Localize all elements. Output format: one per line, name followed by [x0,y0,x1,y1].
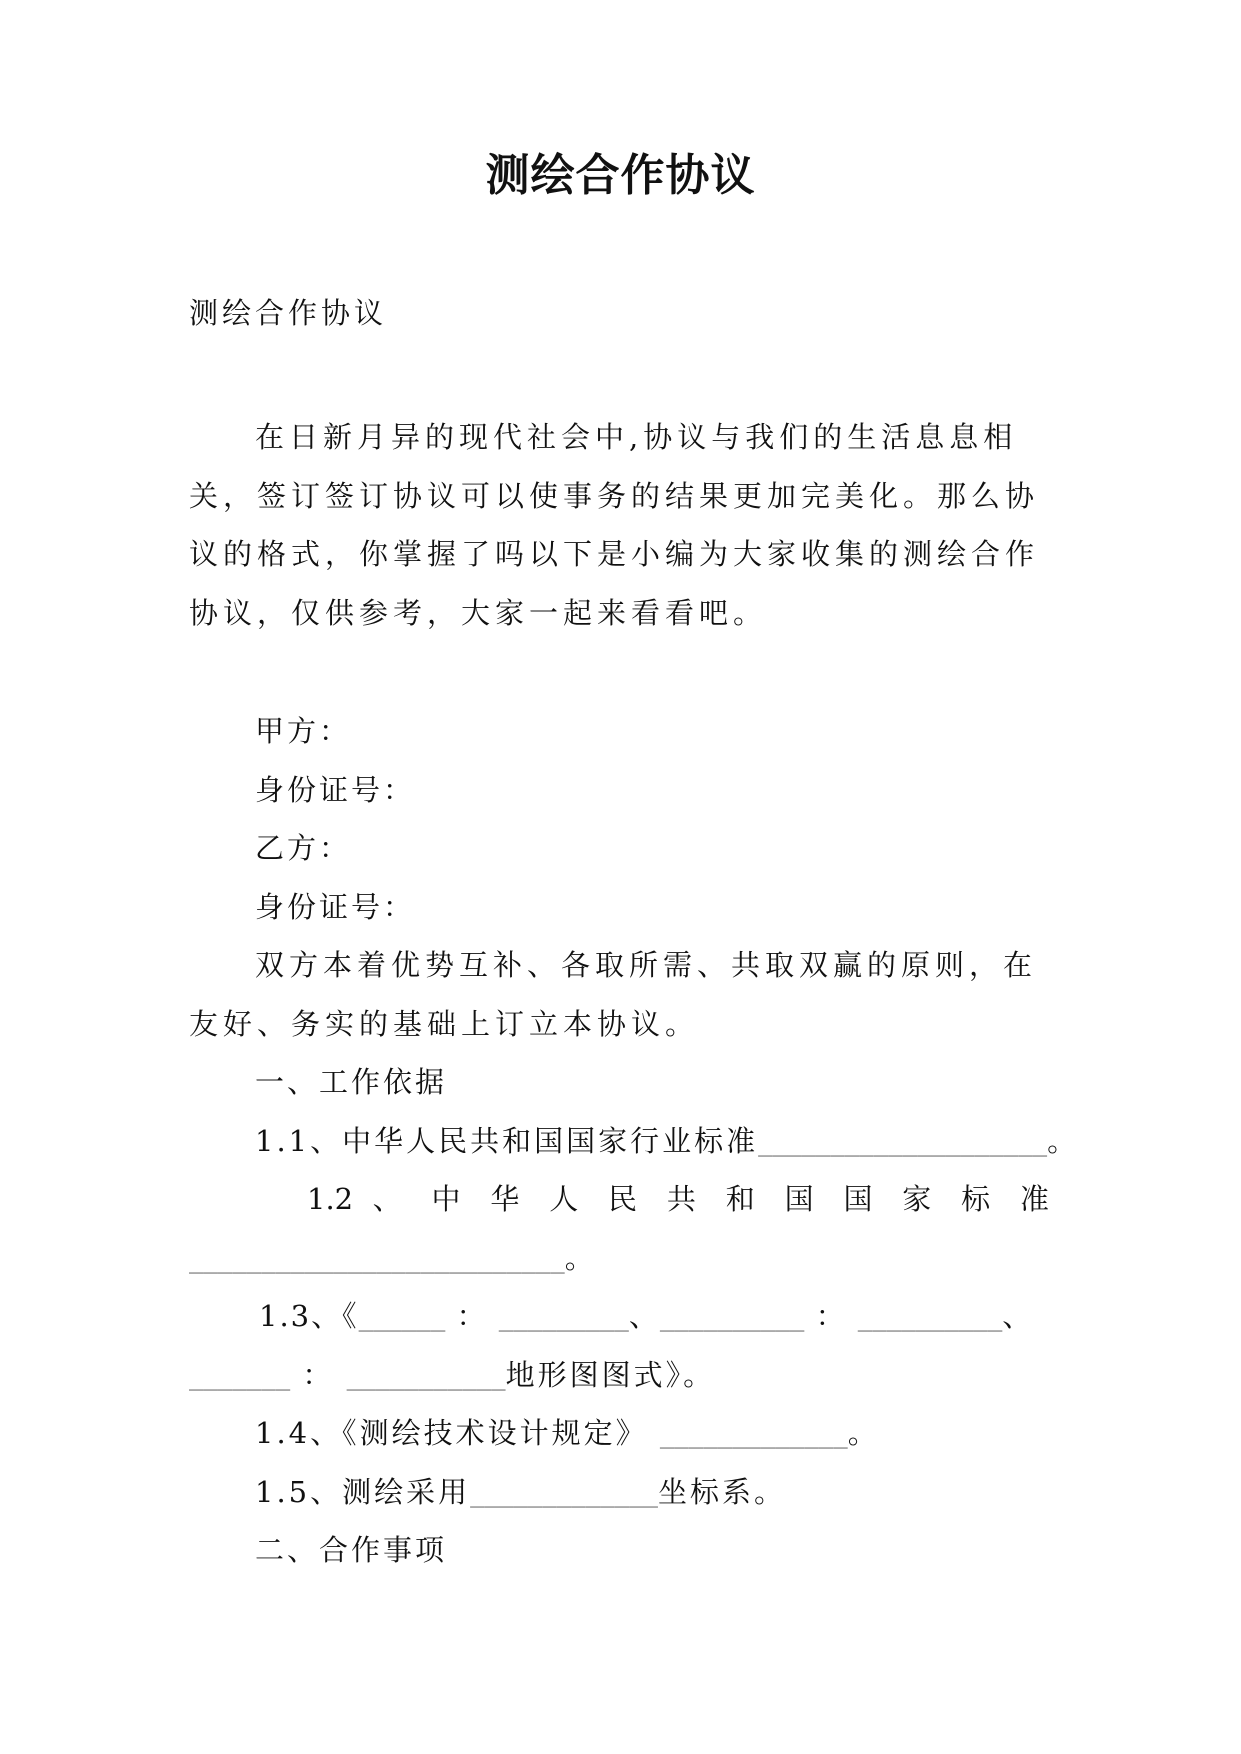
item-1-1-blank: ____________________ [758,1128,1048,1157]
item-1-3-blank-3: __________ [659,1304,805,1332]
item-1-4-text: 1.4、《测绘技术设计规定》 [255,1416,648,1450]
item-1-3-blank-5: _______ [189,1362,291,1391]
item-1-3-end: 地形图图式》。 [505,1357,716,1392]
item-1-3-blank-2: _________ [498,1304,629,1332]
item-1-3-start: 1.3、《 [259,1299,359,1333]
item-1-5-text: 1.5、测绘采用 [255,1474,471,1509]
document-subtitle: 测绘合作协议 [189,296,388,330]
item-1-3-line-2 [189,1346,1049,1405]
item-1-1-text: 1.1、中华人民共和国国家行业标准 [255,1123,759,1158]
document-title: 测绘合作协议 [485,150,756,201]
item-1-4-blank: _____________ [659,1421,848,1449]
item-1-2-end: 。 [564,1240,597,1275]
item-1-3-colon-2: ： [815,1299,847,1333]
item-1-1-end: 。 [1047,1123,1080,1158]
item-1-1 [189,1112,1080,1171]
item-1-5 [189,1463,1049,1522]
party-a-label: 甲方： [255,714,352,748]
item-1-3-comma-2: 、 [1002,1299,1034,1333]
item-1-3-colon-1: ： [456,1299,488,1333]
item-1-5-blank: _____________ [470,1479,658,1508]
item-1-2-blank-line [189,1229,1049,1288]
item-1-3-line-1 [189,1287,1049,1346]
item-1-3-blank-1: ______ [358,1304,446,1332]
section-1-heading: 一、工作依据 [255,1065,448,1099]
item-1-3-blank-6: ___________ [346,1362,506,1391]
item-1-3-blank-4: __________ [857,1304,1003,1332]
item-1-3-colon-3: ： [302,1357,335,1392]
item-1-2-blank: __________________________ [189,1245,565,1274]
item-1-5-end: 坐标系。 [657,1474,786,1509]
item-1-2-text: 1.2 、 中 华 人 民 共 和 国 国 家 标 准 [307,1182,1049,1216]
intro-paragraph: 在日新月异的现代社会中,协议与我们的生活息息相关，签订签订协议可以使事务的结果更加完美化。那么协议的格式，你掌握了吗以下是小编为大家收集的测绘合作协议，仅供参考，大家一起来看看吧。 [189,420,1040,630]
section-2-heading: 二、合作事项 [255,1533,448,1567]
party-a-id-label: 身份证号： [255,772,416,807]
item-1-4-end: 。 [847,1416,880,1450]
item-1-3-comma-1: 、 [628,1299,660,1333]
item-1-4 [189,1404,1049,1463]
party-b-label: 乙方： [255,831,352,865]
party-b-id-label: 身份证号： [255,889,416,924]
principle-paragraph: 双方本着优势互补、各取所需、共取双赢的原则，在友好、务实的基础上订立本协议。 [189,948,1038,1041]
agreement-body [189,702,1080,1580]
